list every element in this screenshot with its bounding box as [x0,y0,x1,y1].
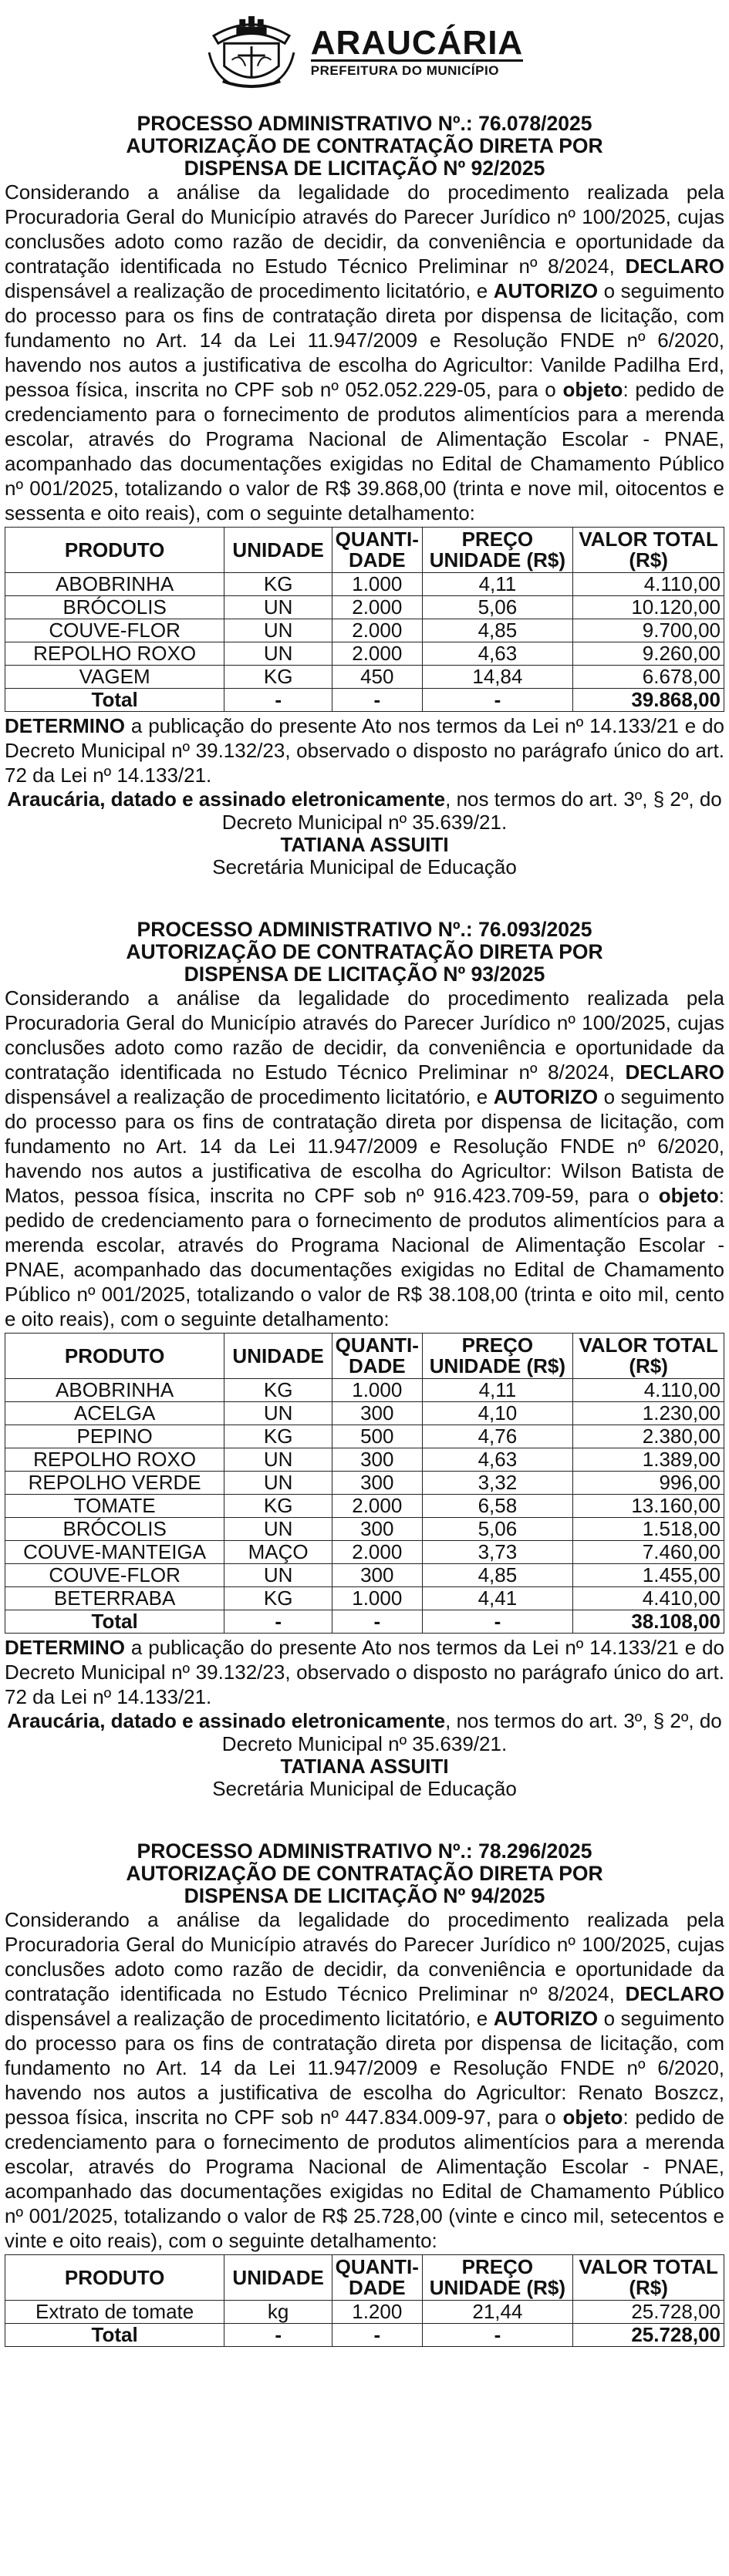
table-row [5,1541,724,1564]
cell-quantidade: 2.000 [332,642,423,666]
cell-unidade: UN [224,1472,332,1495]
cell-quantidade: 2.000 [332,1495,423,1518]
cell-preco: 4,10 [422,1402,573,1425]
sign-bold: Araucária, datado e assinado eletronicamente [7,787,446,811]
products-table [5,1333,724,1634]
col-unidade: UNIDADE [224,2255,332,2301]
signer-name: TATIANA ASSUITI [280,833,449,856]
body-text: dispensável a realização de procedimento licitatório, e [5,279,494,302]
cell-preco: - [422,1610,573,1634]
keyword-autorizo: AUTORIZO [493,279,599,302]
body-text: Considerando a análise da legalidade do procedimento realizada pela Procuradoria Geral do Município através do Parecer Jurídico nº 100/2025, cujas conclusões adoto como razão de decidir, da conveniência e oportunidade da contratação identificada no Estudo Técnico Preliminar nº 8/2024, [5,180,724,278]
table-header-row [5,2255,724,2301]
cell-unidade: KG [224,666,332,689]
cell-quantidade: 2.000 [332,1541,423,1564]
cell-preco: 4,63 [422,1448,573,1472]
cell-unidade: KG [224,1587,332,1610]
cell-quantidade: 1.000 [332,1379,423,1402]
cell-quantidade: 2.000 [332,596,423,619]
cell-produto: REPOLHO ROXO [5,1448,224,1472]
col-quantidade: QUANTI-DADE [332,2255,423,2301]
cell-produto: Total [5,689,224,712]
table-total-row [5,1610,724,1634]
keyword-determino: DETERMINO [5,1636,125,1659]
cell-unidade: KG [224,573,332,596]
col-unidade: UNIDADE [224,528,332,573]
cell-quantidade: - [332,2324,423,2347]
cell-preco: 4,41 [422,1587,573,1610]
table-total-row [5,689,724,712]
cell-unidade: UN [224,1564,332,1587]
cell-quantidade: 450 [332,666,423,689]
table-row [5,1564,724,1587]
body-text: Considerando a análise da legalidade do procedimento realizada pela Procuradoria Geral do Município através do Parecer Jurídico nº 100/2025, cujas conclusões adoto como razão de decidir, da conveniência e oportunidade da contratação identificada no Estudo Técnico Preliminar nº 8/2024, [5,1908,724,2005]
doc-title-process: PROCESSO ADMINISTRATIVO Nº.: 76.093/2025 [137,918,592,941]
table-total-row [5,2324,724,2347]
cell-preco: 3,73 [422,1541,573,1564]
doc-title-authorization: AUTORIZAÇÃO DE CONTRATAÇÃO DIRETA POR [126,1862,603,1885]
cell-produto: VAGEM [5,666,224,689]
sign-place [5,787,724,834]
cell-valor: 1.389,00 [573,1448,724,1472]
cell-preco: 6,58 [422,1495,573,1518]
table-row [5,1425,724,1448]
table-row [5,1379,724,1402]
sign-place [5,1709,724,1755]
cell-preco: 4,11 [422,1379,573,1402]
keyword-autorizo: AUTORIZO [493,1085,599,1108]
cell-preco: 5,06 [422,1518,573,1541]
doc-body [5,180,724,525]
cell-produto: ABOBRINHA [5,1379,224,1402]
cell-unidade: UN [224,619,332,642]
table-row [5,1587,724,1610]
cell-valor: 25.728,00 [573,2301,724,2324]
body-text: : pedido de credenciamento para o fornecimento de produtos alimentícios para a merenda escolar, através do Programa Nacional de Alimentação Escolar - PNAE, acompanhado das documentações exigidas no Edital de Chamamento Público nº 001/2025, totalizando o valor de R$ 38.108,00 (trinta e oito mil, cento e oito reais), com o seguinte detalhamento: [5,1184,724,1330]
signer-role: Secretária Municipal de Educação [212,855,517,878]
body-text: Considerando a análise da legalidade do procedimento realizada pela Procuradoria Geral do Município através do Parecer Jurídico nº 100/2025, cujas conclusões adoto como razão de decidir, da conveniência e oportunidade da contratação identificada no Estudo Técnico Preliminar nº 8/2024, [5,986,724,1084]
cell-unidade: KG [224,1379,332,1402]
cell-preco: - [422,2324,573,2347]
cell-unidade: UN [224,1448,332,1472]
cell-valor: 39.868,00 [573,689,724,712]
cell-valor: 13.160,00 [573,1495,724,1518]
cell-produto: TOMATE [5,1495,224,1518]
cell-quantidade: 1.000 [332,1587,423,1610]
cell-produto: COUVE-FLOR [5,1564,224,1587]
cell-unidade: MAÇO [224,1541,332,1564]
table-row [5,666,724,689]
cell-produto: COUVE-FLOR [5,619,224,642]
cell-preco: 14,84 [422,666,573,689]
brand-subtitle: PREFEITURA DO MUNICÍPIO [311,59,523,79]
cell-preco: 5,06 [422,596,573,619]
cell-produto: ACELGA [5,1402,224,1425]
body-text: dispensável a realização de procedimento licitatório, e [5,2007,494,2030]
signer-role: Secretária Municipal de Educação [212,1777,517,1800]
cell-produto: PEPINO [5,1425,224,1448]
cell-valor: 6.678,00 [573,666,724,689]
cell-valor: 1.518,00 [573,1518,724,1541]
col-unidade: UNIDADE [224,1334,332,1379]
keyword-autorizo: AUTORIZO [493,2007,599,2030]
document-2 [5,919,724,1800]
cell-produto: ABOBRINHA [5,573,224,596]
keyword-determino: DETERMINO [5,714,125,737]
table-row [5,1518,724,1541]
cell-preco: - [422,689,573,712]
table-row [5,619,724,642]
products-table [5,2254,724,2347]
body-text: o seguimento do processo para os fins de contratação direta por dispensa de licitação, com fundamento no Art. 14 da Lei 11.947/2009 e Resolução FNDE nº 6/2020, havendo nos autos a justificativa de escolha do Agricultor: Wilson Batista de Matos, pessoa física, inscrita no CPF sob nº 916.423.709-59, para o [5,1085,724,1207]
table-row [5,1402,724,1425]
col-valor: VALOR TOTAL (R$) [573,528,724,573]
keyword-objeto: objeto [658,1184,719,1207]
table-header-row [5,1334,724,1379]
header [5,0,724,99]
col-produto: PRODUTO [5,528,224,573]
table-row [5,573,724,596]
body-text: a publicação do presente Ato nos termos da Lei nº 14.133/21 e do Decreto Municipal nº 39.132/23, observado o disposto no parágrafo único do art. 72 da Lei nº 14.133/21. [5,1636,724,1708]
cell-unidade: - [224,689,332,712]
products-table [5,527,724,712]
cell-quantidade: 1.000 [332,573,423,596]
cell-produto: Total [5,1610,224,1634]
col-quantidade: QUANTI-DADE [332,528,423,573]
sign-bold: Araucária, datado e assinado eletronicamente [7,1709,446,1732]
sign-rest: , nos termos do art. 3º, § 2º, do Decreto Municipal nº 35.639/21. [221,787,722,834]
cell-preco: 4,85 [422,1564,573,1587]
col-produto: PRODUTO [5,1334,224,1379]
doc-title-dispensa: DISPENSA DE LICITAÇÃO Nº 93/2025 [184,963,545,986]
cell-preco: 4,63 [422,642,573,666]
col-produto: PRODUTO [5,2255,224,2301]
col-valor: VALOR TOTAL (R$) [573,1334,724,1379]
cell-produto: Total [5,2324,224,2347]
cell-produto: BETERRABA [5,1587,224,1610]
body-text: : pedido de credenciamento para o fornecimento de produtos alimentícios para a merenda escolar, através do Programa Nacional de Alimentação Escolar - PNAE, acompanhado das documentações exigidas no Edital de Chamamento Público nº 001/2025, totalizando o valor de R$ 25.728,00 (vinte e cinco mil, setecentos e vinte e oito reais), com o seguinte detalhamento: [5,2106,724,2252]
doc-title-authorization: AUTORIZAÇÃO DE CONTRATAÇÃO DIRETA POR [126,134,603,157]
determino-paragraph [5,1635,724,1709]
keyword-objeto: objeto [562,378,623,401]
doc-title-dispensa: DISPENSA DE LICITAÇÃO Nº 94/2025 [184,1884,545,1907]
cell-valor: 9.260,00 [573,642,724,666]
cell-produto: REPOLHO VERDE [5,1472,224,1495]
cell-quantidade: - [332,1610,423,1634]
signer-name: TATIANA ASSUITI [280,1755,449,1778]
cell-quantidade: 1.200 [332,2301,423,2324]
col-preco: PREÇO UNIDADE (R$) [422,2255,573,2301]
col-quantidade: QUANTI-DADE [332,1334,423,1379]
table-row [5,596,724,619]
doc-body [5,986,724,1331]
body-text: : pedido de credenciamento para o fornecimento de produtos alimentícios para a merenda escolar, através do Programa Nacional de Alimentação Escolar - PNAE, acompanhado das documentações exigidas no Edital de Chamamento Público nº 001/2025, totalizando o valor de R$ 39.868,00 (trinta e nove mil, oitocentos e sessenta e oito reais), com o seguinte detalhamento: [5,378,724,524]
table-row [5,2301,724,2324]
cell-quantidade: - [332,689,423,712]
col-preco: PREÇO UNIDADE (R$) [422,1334,573,1379]
cell-quantidade: 300 [332,1448,423,1472]
table-row [5,1495,724,1518]
cell-unidade: KG [224,1425,332,1448]
table-row [5,1448,724,1472]
cell-unidade: - [224,2324,332,2347]
doc-body [5,1907,724,2253]
cell-unidade: UN [224,596,332,619]
cell-valor: 1.455,00 [573,1564,724,1587]
doc-title-authorization: AUTORIZAÇÃO DE CONTRATAÇÃO DIRETA POR [126,940,603,963]
table-row [5,1472,724,1495]
cell-preco: 4,11 [422,573,573,596]
cell-unidade: UN [224,642,332,666]
cell-preco: 4,76 [422,1425,573,1448]
determino-paragraph [5,713,724,787]
keyword-objeto: objeto [562,2106,623,2129]
keyword-declaro: DECLARO [625,1982,724,2005]
cell-produto: COUVE-MANTEIGA [5,1541,224,1564]
table-row [5,642,724,666]
cell-valor: 4.410,00 [573,1587,724,1610]
cell-produto: BRÓCOLIS [5,1518,224,1541]
col-valor: VALOR TOTAL (R$) [573,2255,724,2301]
cell-quantidade: 300 [332,1564,423,1587]
document-1 [5,113,724,878]
document-3 [5,1840,724,2347]
brand-name: ARAUCÁRIA [310,23,524,62]
body-text: a publicação do presente Ato nos termos da Lei nº 14.133/21 e do Decreto Municipal nº 39.132/23, observado o disposto no parágrafo único do art. 72 da Lei nº 14.133/21. [5,714,724,787]
cell-unidade: KG [224,1495,332,1518]
cell-preco: 3,32 [422,1472,573,1495]
cell-quantidade: 300 [332,1518,423,1541]
cell-valor: 4.110,00 [573,1379,724,1402]
cell-valor: 10.120,00 [573,596,724,619]
cell-produto: REPOLHO ROXO [5,642,224,666]
doc-title-dispensa: DISPENSA DE LICITAÇÃO Nº 92/2025 [184,157,545,180]
table-header-row [5,528,724,573]
cell-valor: 9.700,00 [573,619,724,642]
body-text: o seguimento do processo para os fins de contratação direta por dispensa de licitação, com fundamento no Art. 14 da Lei 11.947/2009 e Resolução FNDE nº 6/2020, havendo nos autos a justificativa de escolha do Agricultor: Renato Boszcz, pessoa física, inscrita no CPF sob nº 447.834.009-97, para o [5,2007,724,2129]
keyword-declaro: DECLARO [625,255,724,278]
coat-of-arms-icon [206,13,297,92]
col-preco: PREÇO UNIDADE (R$) [422,528,573,573]
cell-produto: BRÓCOLIS [5,596,224,619]
cell-quantidade: 300 [332,1472,423,1495]
cell-unidade: UN [224,1402,332,1425]
cell-quantidade: 300 [332,1402,423,1425]
cell-valor: 25.728,00 [573,2324,724,2347]
cell-quantidade: 500 [332,1425,423,1448]
body-text: dispensável a realização de procedimento licitatório, e [5,1085,494,1108]
brand [310,23,524,79]
cell-unidade: - [224,1610,332,1634]
doc-title-process: PROCESSO ADMINISTRATIVO Nº.: 78.296/2025 [137,1839,592,1863]
cell-unidade: kg [224,2301,332,2324]
cell-unidade: UN [224,1518,332,1541]
cell-produto: Extrato de tomate [5,2301,224,2324]
cell-quantidade: 2.000 [332,619,423,642]
cell-valor: 996,00 [573,1472,724,1495]
cell-preco: 21,44 [422,2301,573,2324]
cell-valor: 2.380,00 [573,1425,724,1448]
cell-valor: 7.460,00 [573,1541,724,1564]
doc-title-process: PROCESSO ADMINISTRATIVO Nº.: 76.078/2025 [137,112,592,135]
body-text: o seguimento do processo para os fins de contratação direta por dispensa de licitação, com fundamento no Art. 14 da Lei 11.947/2009 e Resolução FNDE nº 6/2020, havendo nos autos a justificativa de escolha do Agricultor: Vanilde Padilha Erd, pessoa física, inscrita no CPF sob nº 052.052.229-05, para o [5,279,724,401]
keyword-declaro: DECLARO [625,1060,724,1084]
cell-valor: 1.230,00 [573,1402,724,1425]
cell-valor: 38.108,00 [573,1610,724,1634]
sign-rest: , nos termos do art. 3º, § 2º, do Decreto Municipal nº 35.639/21. [221,1709,722,1755]
cell-valor: 4.110,00 [573,573,724,596]
cell-preco: 4,85 [422,619,573,642]
